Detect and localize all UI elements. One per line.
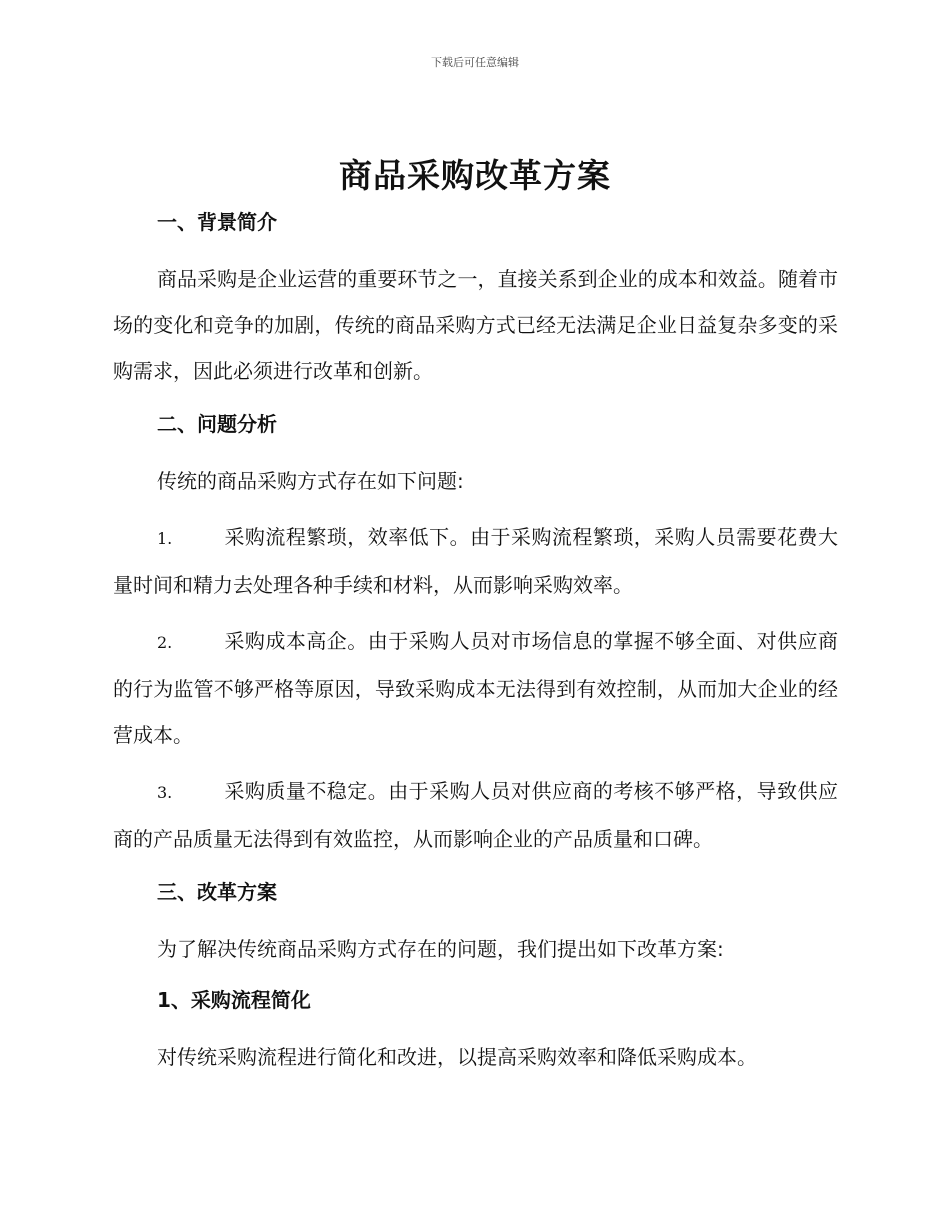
list-item-text: 采购流程繁琐，效率低下。由于采购流程繁琐，采购人员需要花费大量时间和精力去处理各种手续和材料，从而影响采购效率。 — [113, 525, 838, 597]
header-note: 下载后可任意编辑 — [431, 56, 519, 69]
document-body — [113, 204, 838, 1080]
list-item — [113, 768, 838, 862]
section-heading-analysis: 二、问题分析 — [157, 412, 277, 436]
section-heading-background: 一、背景简介 — [157, 210, 277, 234]
list-item-text: 采购成本高企。由于采购人员对市场信息的掌握不够全面、对供应商的行为监管不够严格等原因，导致采购成本无法得到有效控制，从而加大企业的经营成本。 — [113, 629, 838, 747]
list-item-number: 3. — [157, 783, 173, 802]
subsection-heading-process-simplification: 1、采购流程简化 — [157, 988, 311, 1012]
list-item-number: 2. — [157, 633, 173, 652]
process-simplification-paragraph: 对传统采购流程进行简化和改进，以提高采购效率和降低采购成本。 — [157, 1045, 757, 1069]
list-item-number: 1. — [157, 529, 173, 548]
document-title: 商品采购改革方案 — [339, 156, 611, 195]
section-heading-plan: 三、改革方案 — [157, 880, 277, 904]
list-item — [113, 514, 838, 608]
analysis-intro: 传统的商品采购方式存在如下问题: — [157, 469, 464, 493]
list-item-text: 采购质量不稳定。由于采购人员对供应商的考核不够严格，导致供应商的产品质量无法得到有效监控，从而影响企业的产品质量和口碑。 — [113, 779, 838, 851]
list-item — [113, 618, 838, 758]
background-paragraph: 商品采购是企业运营的重要环节之一，直接关系到企业的成本和效益。随着市场的变化和竞争的加剧，传统的商品采购方式已经无法满足企业日益复杂多变的采购需求，因此必须进行改革和创新。 — [113, 267, 838, 383]
plan-intro: 为了解决传统商品采购方式存在的问题，我们提出如下改革方案: — [157, 937, 724, 961]
